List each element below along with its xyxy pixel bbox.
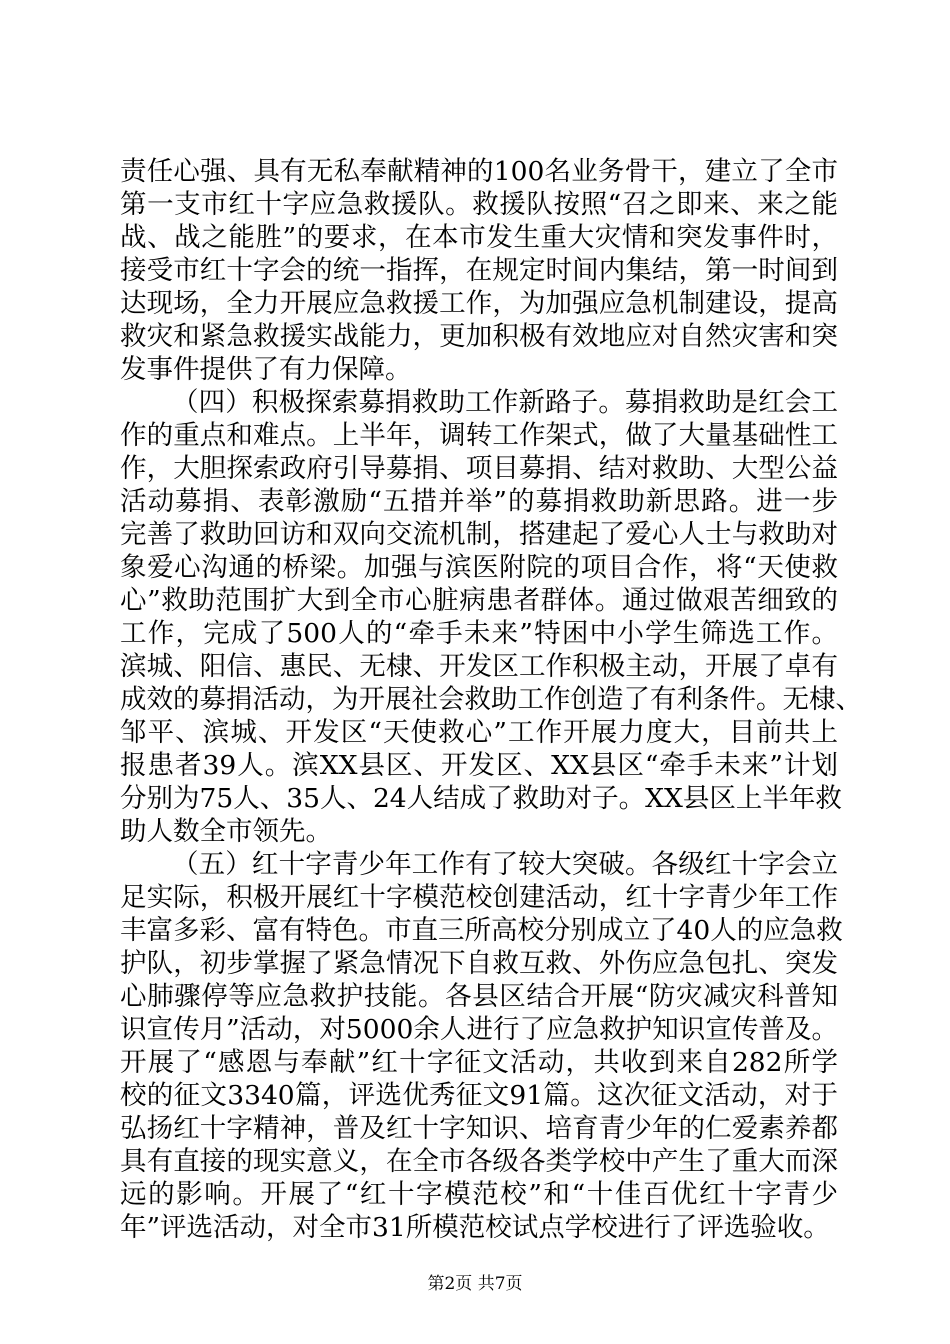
text-line: 丰富多彩、富有特色。市直三所高校分别成立了40人的应急救 — [120, 915, 843, 946]
text-line: 作的重点和难点。上半年，调转工作架式，做了大量基础性工 — [120, 420, 838, 451]
page-number-footer: 第2页 共7页 — [427, 1274, 523, 1294]
text-line: 助人数全市领先。 — [120, 816, 332, 847]
text-line: 远的影响。开展了“红十字模范校”和“十佳百优红十字青少 — [120, 1179, 838, 1210]
text-line: 足实际，积极开展红十字模范校创建活动，红十字青少年工作 — [120, 882, 838, 913]
text-line: 弘扬红十字精神，普及红十字知识、培育青少年的仁爱素养都 — [120, 1113, 838, 1144]
text-line: 达现场，全力开展应急救援工作，为加强应急机制建设，提高 — [120, 288, 838, 319]
text-line: 战、战之能胜”的要求，在本市发生重大灾情和突发事件时， — [120, 222, 838, 253]
text-line: 心”救助范围扩大到全市心脏病患者群体。通过做艰苦细致的 — [120, 585, 838, 616]
text-line: 校的征文3340篇，评选优秀征文91篇。这次征文活动，对于 — [120, 1080, 838, 1111]
text-line: 报患者39人。滨XX县区、开发区、XX县区“牵手未来”计划 — [120, 750, 838, 781]
text-line: 活动募捐、表彰激励“五措并举”的募捐救助新思路。进一步 — [120, 486, 838, 517]
text-line: 发事件提供了有力保障。 — [120, 354, 412, 385]
text-line: 邹平、滨城、开发区“天使救心”工作开展力度大，目前共上 — [120, 717, 838, 748]
text-line: 成效的募捐活动，为开展社会救助工作创造了有利条件。无棣、 — [120, 684, 862, 715]
paragraph-2 — [120, 386, 862, 848]
paragraph-3 — [120, 848, 843, 1244]
text-line: 滨城、阳信、惠民、无棣、开发区工作积极主动，开展了卓有 — [120, 651, 838, 682]
text-line: 救灾和紧急救援实战能力，更加积极有效地应对自然灾害和突 — [120, 321, 838, 352]
text-line: （五）红十字青少年工作有了较大突破。各级红十字会立 — [172, 849, 838, 880]
text-line: 开展了“感恩与奉献”红十字征文活动，共收到来自282所学 — [120, 1047, 838, 1078]
text-line: 完善了救助回访和双向交流机制，搭建起了爱心人士与救助对 — [120, 519, 838, 550]
text-line: 象爱心沟通的桥梁。加强与滨医附院的项目合作，将“天使救 — [120, 552, 838, 583]
text-line: （四）积极探索募捐救助工作新路子。募捐救助是红会工 — [172, 387, 838, 418]
paragraph-1 — [120, 155, 838, 386]
document-body — [120, 155, 862, 1244]
text-line: 工作，完成了500人的“牵手未来”特困中小学生筛选工作。 — [120, 618, 838, 649]
text-line: 责任心强、具有无私奉献精神的100名业务骨干，建立了全市 — [120, 156, 838, 187]
text-line: 接受市红十字会的统一指挥，在规定时间内集结，第一时间到 — [120, 255, 838, 286]
text-line: 分别为75人、35人、24人结成了救助对子。XX县区上半年救 — [120, 783, 842, 814]
text-line: 心肺骤停等应急救护技能。各县区结合开展“防灾减灾科普知 — [120, 981, 838, 1012]
text-line: 第一支市红十字应急救援队。救援队按照“召之即来、来之能 — [120, 189, 838, 220]
text-line: 年”评选活动，对全市31所模范校试点学校进行了评选验收。 — [120, 1212, 830, 1243]
text-line: 作，大胆探索政府引导募捐、项目募捐、结对救助、大型公益 — [120, 453, 838, 484]
text-line: 护队，初步掌握了紧急情况下自救互救、外伤应急包扎、突发 — [120, 948, 838, 979]
text-line: 具有直接的现实意义，在全市各级各类学校中产生了重大而深 — [120, 1146, 838, 1177]
text-line: 识宣传月”活动，对5000余人进行了应急救护知识宣传普及。 — [120, 1014, 838, 1045]
